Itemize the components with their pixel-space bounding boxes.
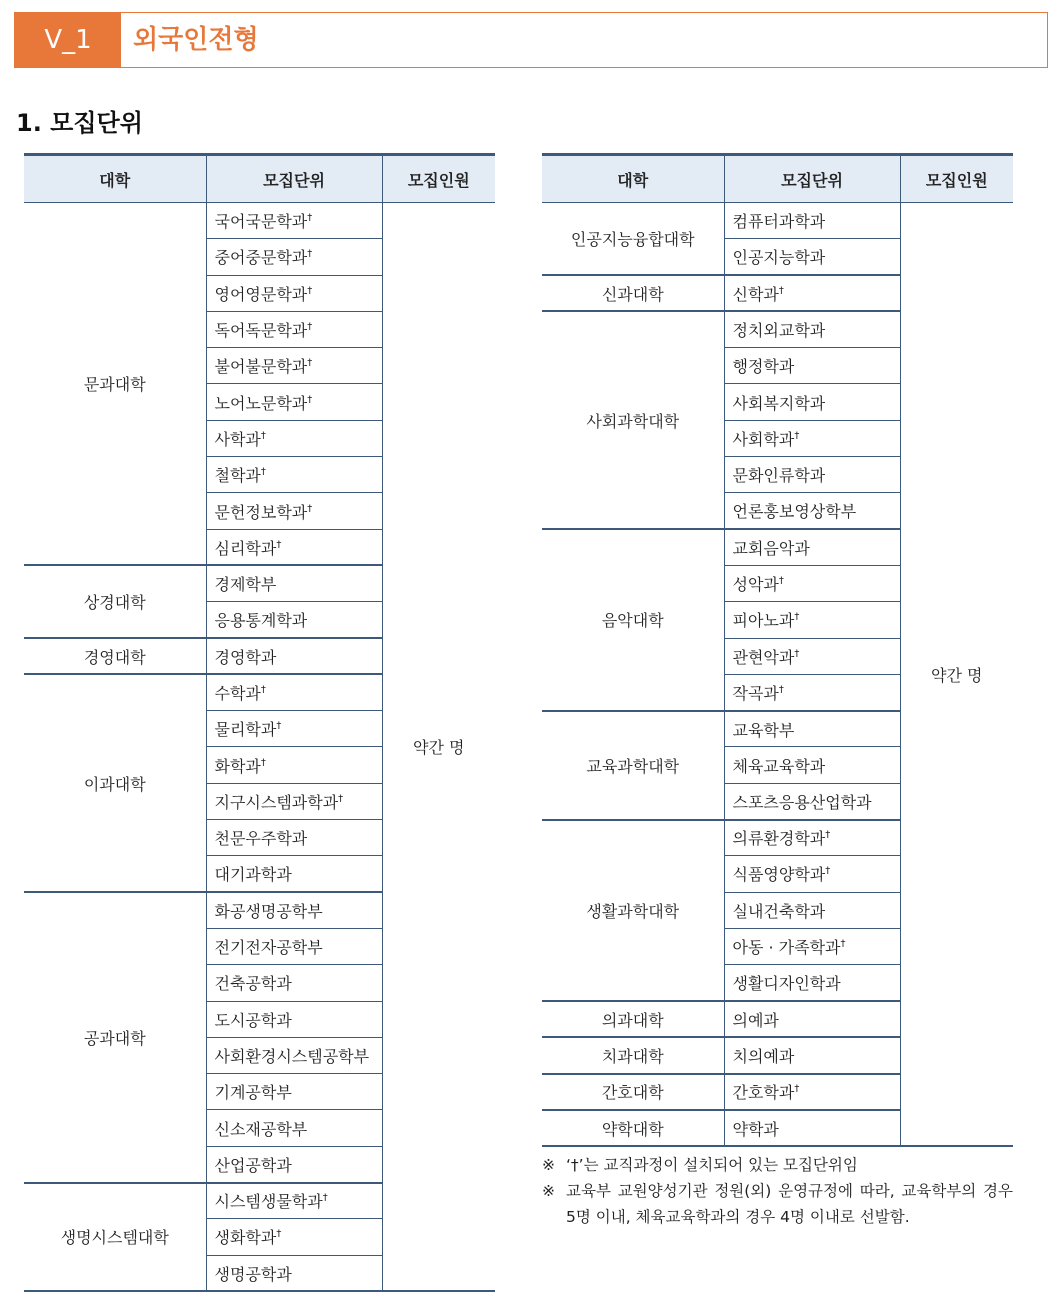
unit-cell xyxy=(206,856,382,892)
section-heading: 외국인전형 xyxy=(133,25,259,55)
quota-column-header: 모집인원 xyxy=(382,155,495,203)
quota-column-header: 모집인원 xyxy=(900,155,1013,203)
teacher-training-dagger-mark: † xyxy=(778,285,784,297)
unit-cell xyxy=(724,1037,900,1073)
unit-cell xyxy=(206,384,382,420)
college-cell: 경영대학 xyxy=(24,638,206,674)
college-cell: 생명시스템대학 xyxy=(24,1183,206,1292)
unit-cell xyxy=(724,529,900,565)
teacher-training-dagger-mark: † xyxy=(307,285,313,297)
college-column-header: 대학 xyxy=(542,155,724,203)
unit-cell xyxy=(206,311,382,347)
quota-cell: 약간 명 xyxy=(900,203,1013,1147)
teacher-training-dagger-mark: † xyxy=(307,212,313,224)
unit-cell xyxy=(206,565,382,601)
unit-name: 화공생명공학부 xyxy=(214,902,323,922)
college-cell: 음악대학 xyxy=(542,529,724,710)
unit-cell xyxy=(206,1146,382,1182)
unit-name: 식품영양학과 xyxy=(732,865,826,885)
unit-cell xyxy=(206,747,382,783)
college-cell: 사회과학대학 xyxy=(542,311,724,529)
unit-name: 중어중문학과 xyxy=(214,248,308,268)
teacher-training-dagger-mark: † xyxy=(260,684,266,696)
unit-cell xyxy=(724,747,900,783)
unit-name: 산업공학과 xyxy=(214,1155,292,1175)
unit-name: 심리학과 xyxy=(214,538,277,558)
unit-name: 물리학과 xyxy=(214,720,277,740)
unit-name: 사회복지학과 xyxy=(732,393,826,413)
unit-name: 사회환경시스템공학부 xyxy=(214,1046,370,1066)
unit-cell xyxy=(724,1110,900,1146)
teacher-training-dagger-mark: † xyxy=(260,430,266,442)
unit-cell xyxy=(206,965,382,1001)
unit-cell xyxy=(724,602,900,638)
unit-cell xyxy=(206,348,382,384)
unit-cell xyxy=(206,420,382,456)
unit-cell xyxy=(206,783,382,819)
unit-cell xyxy=(206,203,382,239)
unit-name: 간호학과 xyxy=(732,1083,795,1103)
unit-cell xyxy=(724,638,900,674)
quota-cell: 약간 명 xyxy=(382,203,495,1292)
unit-name: 컴퓨터과학과 xyxy=(732,212,826,232)
unit-name: 의류환경학과 xyxy=(732,829,826,849)
unit-name: 피아노과 xyxy=(732,611,795,631)
unit-name: 정치외교학과 xyxy=(732,321,826,341)
section-number-badge: V_1 xyxy=(15,13,121,67)
unit-cell xyxy=(206,1001,382,1037)
footnote-text: ‘†’는 교직과정이 설치되어 있는 모집단위임 xyxy=(566,1156,858,1174)
unit-cell xyxy=(206,674,382,710)
teacher-training-dagger-mark: † xyxy=(794,430,800,442)
unit-name: 신소재공학부 xyxy=(214,1119,308,1139)
teacher-training-dagger-mark: † xyxy=(307,249,313,261)
unit-cell xyxy=(206,529,382,565)
unit-name: 영어영문학과 xyxy=(214,284,308,304)
unit-name: 노어노문학과 xyxy=(214,393,308,413)
unit-name: 대기과학과 xyxy=(214,865,292,885)
unit-cell xyxy=(206,928,382,964)
unit-cell xyxy=(724,783,900,819)
unit-column-header: 모집단위 xyxy=(724,155,900,203)
unit-name: 생명공학과 xyxy=(214,1264,292,1284)
admission-units-table-right xyxy=(542,153,1013,1147)
unit-name: 교회음악과 xyxy=(732,539,810,559)
unit-name: 신학과 xyxy=(732,284,779,304)
teacher-training-dagger-mark: † xyxy=(276,539,282,551)
footnote-text: 교육부 교원양성기관 정원(외) 운영규정에 따라, 교육학부의 경우 5명 이내, 체육교육학과의 경우 4명 이내로 선발함. xyxy=(566,1182,1013,1226)
table-row xyxy=(24,203,495,239)
college-column-header: 대학 xyxy=(24,155,206,203)
footnote xyxy=(542,1178,1013,1230)
unit-name: 문헌정보학과 xyxy=(214,502,308,522)
unit-name: 아동 · 가족학과 xyxy=(732,938,841,958)
teacher-training-dagger-mark: † xyxy=(307,503,313,515)
teacher-training-dagger-mark: † xyxy=(825,866,831,878)
teacher-training-dagger-mark: † xyxy=(825,830,831,842)
unit-cell xyxy=(206,1110,382,1146)
unit-name: 국어국문학과 xyxy=(214,212,308,232)
unit-cell xyxy=(724,1074,900,1110)
unit-cell xyxy=(724,203,900,239)
unit-cell xyxy=(724,384,900,420)
unit-cell xyxy=(206,239,382,275)
unit-name: 경제학부 xyxy=(214,575,277,595)
unit-name: 생활디자인학과 xyxy=(732,974,841,994)
college-cell: 신과대학 xyxy=(542,275,724,311)
unit-cell xyxy=(724,493,900,529)
unit-name: 성악과 xyxy=(732,575,779,595)
teacher-training-dagger-mark: † xyxy=(338,793,344,805)
teacher-training-dagger-mark: † xyxy=(778,684,784,696)
unit-cell xyxy=(724,457,900,493)
admission-units-table-left xyxy=(24,153,495,1292)
teacher-training-dagger-mark: † xyxy=(794,648,800,660)
unit-name: 관현악과 xyxy=(732,647,795,667)
teacher-training-dagger-mark: † xyxy=(794,1083,800,1095)
unit-cell xyxy=(724,311,900,347)
college-cell: 생활과학대학 xyxy=(542,820,724,1001)
unit-column-header: 모집단위 xyxy=(206,155,382,203)
unit-cell xyxy=(206,493,382,529)
unit-name: 사학과 xyxy=(214,429,261,449)
unit-cell xyxy=(724,239,900,275)
teacher-training-dagger-mark: † xyxy=(840,938,846,950)
unit-cell xyxy=(724,965,900,1001)
unit-name: 스포츠응용산업학과 xyxy=(732,792,872,812)
unit-name: 생화학과 xyxy=(214,1228,277,1248)
unit-cell xyxy=(724,420,900,456)
footnote xyxy=(542,1152,1013,1178)
unit-cell xyxy=(206,1074,382,1110)
unit-name: 철학과 xyxy=(214,466,261,486)
college-cell: 간호대학 xyxy=(542,1074,724,1110)
unit-cell xyxy=(206,457,382,493)
teacher-training-dagger-mark: † xyxy=(307,321,313,333)
unit-name: 화학과 xyxy=(214,756,261,776)
unit-cell xyxy=(206,602,382,638)
college-cell: 의과대학 xyxy=(542,1001,724,1037)
unit-name: 작곡과 xyxy=(732,683,779,703)
college-cell: 공과대학 xyxy=(24,892,206,1182)
unit-cell xyxy=(724,928,900,964)
unit-name: 도시공학과 xyxy=(214,1010,292,1030)
college-cell: 이과대학 xyxy=(24,674,206,892)
footnotes xyxy=(542,1152,1013,1230)
teacher-training-dagger-mark: † xyxy=(260,466,266,478)
unit-cell xyxy=(206,1219,382,1255)
unit-cell xyxy=(206,275,382,311)
unit-cell xyxy=(206,1037,382,1073)
unit-cell xyxy=(724,565,900,601)
teacher-training-dagger-mark: † xyxy=(794,612,800,624)
unit-name: 독어독문학과 xyxy=(214,321,308,341)
unit-name: 문화인류학과 xyxy=(732,466,826,486)
teacher-training-dagger-mark: † xyxy=(307,358,313,369)
unit-name: 언론홍보영상학부 xyxy=(732,502,857,522)
unit-cell xyxy=(206,638,382,674)
unit-name: 시스템생물학과 xyxy=(214,1192,323,1212)
unit-name: 불어불문학과 xyxy=(214,357,308,377)
unit-name: 경영학과 xyxy=(214,647,277,667)
unit-cell xyxy=(724,674,900,710)
unit-cell xyxy=(724,1001,900,1037)
unit-name: 사회학과 xyxy=(732,429,795,449)
unit-name: 교육학부 xyxy=(732,720,795,740)
unit-name: 인공지능학과 xyxy=(732,248,826,268)
college-cell: 상경대학 xyxy=(24,565,206,638)
teacher-training-dagger-mark: † xyxy=(260,757,266,769)
unit-name: 치의예과 xyxy=(732,1046,795,1066)
teacher-training-dagger-mark: † xyxy=(778,575,784,587)
table-row xyxy=(542,203,1013,239)
teacher-training-dagger-mark: † xyxy=(322,1193,328,1205)
unit-name: 천문우주학과 xyxy=(214,829,308,849)
unit-cell xyxy=(206,711,382,747)
unit-name: 전기전자공학부 xyxy=(214,938,323,958)
unit-name: 건축공학과 xyxy=(214,974,292,994)
reference-mark: ※ xyxy=(542,1182,555,1200)
unit-cell xyxy=(724,711,900,747)
unit-cell xyxy=(206,820,382,856)
teacher-training-dagger-mark: † xyxy=(307,394,313,406)
section-header xyxy=(14,12,1048,68)
unit-cell xyxy=(724,820,900,856)
teacher-training-dagger-mark: † xyxy=(276,1229,282,1241)
unit-name: 응용통계학과 xyxy=(214,611,308,631)
college-cell: 약학대학 xyxy=(542,1110,724,1146)
unit-name: 의예과 xyxy=(732,1010,779,1030)
subsection-title: 1. 모집단위 xyxy=(16,109,143,137)
unit-name: 체육교육학과 xyxy=(732,756,826,776)
unit-cell xyxy=(206,1183,382,1219)
unit-name: 실내건축학과 xyxy=(732,901,826,921)
college-cell: 인공지능융합대학 xyxy=(542,203,724,276)
unit-name: 약학과 xyxy=(732,1119,779,1139)
teacher-training-dagger-mark: † xyxy=(276,720,282,732)
unit-name: 지구시스템과학과 xyxy=(214,792,339,812)
unit-name: 행정학과 xyxy=(732,357,795,377)
college-cell: 교육과학대학 xyxy=(542,711,724,820)
college-cell: 문과대학 xyxy=(24,203,206,566)
college-cell: 치과대학 xyxy=(542,1037,724,1073)
unit-cell xyxy=(724,892,900,928)
unit-name: 수학과 xyxy=(214,684,261,704)
unit-cell xyxy=(724,348,900,384)
unit-cell xyxy=(206,892,382,928)
unit-cell xyxy=(206,1255,382,1291)
reference-mark: ※ xyxy=(542,1156,555,1174)
unit-cell xyxy=(724,856,900,892)
unit-cell xyxy=(724,275,900,311)
unit-name: 기계공학부 xyxy=(214,1083,292,1103)
